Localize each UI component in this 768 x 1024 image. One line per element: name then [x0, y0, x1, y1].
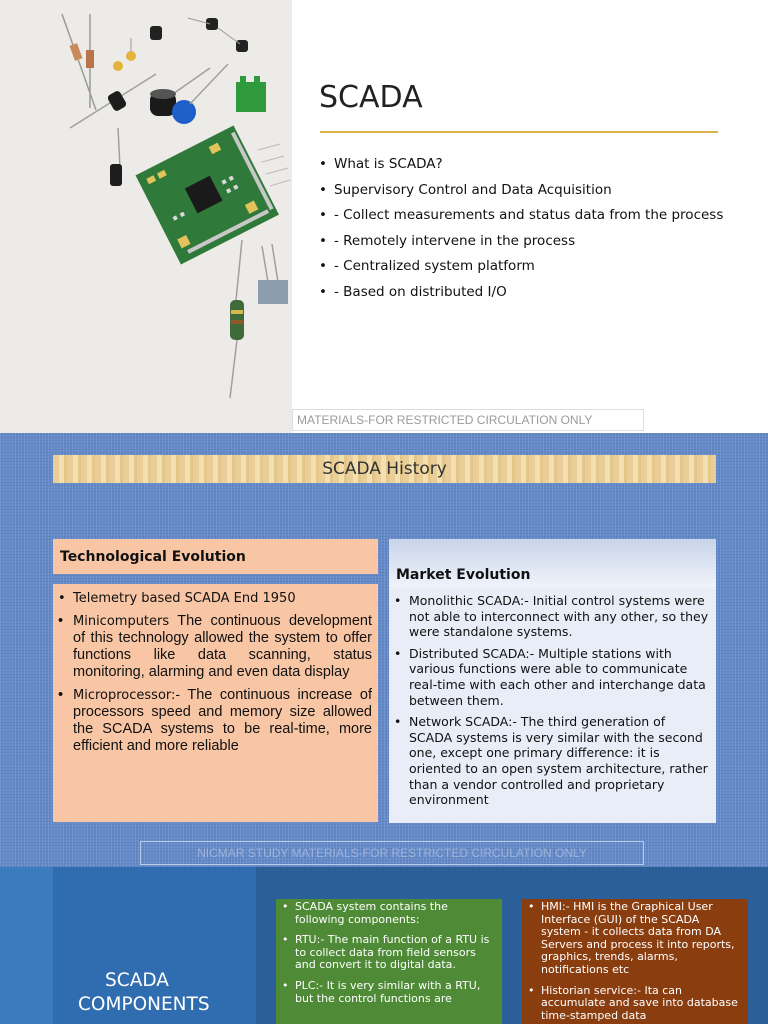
restricted-circulation-footer: MATERIALS-FOR RESTRICTED CIRCULATION ONLY	[292, 409, 644, 431]
technological-evolution-panel	[53, 584, 378, 822]
technological-evolution-header	[53, 539, 378, 574]
list-item: • Network SCADA:- The third generation of SCADA systems is very similar with the second one, except one primary difference: it is oriented to an open system architecture, rather than a vendor controlled and proprietary environment	[394, 714, 710, 808]
panel-heading: Technological Evolution	[60, 549, 246, 565]
slide-scada-history	[0, 433, 768, 867]
slide-scada-components	[0, 867, 768, 1024]
electronic-components-image	[0, 0, 292, 433]
slide-scada-intro	[0, 0, 768, 433]
list-item: • RTU:- The main function of a RTU is to collect data from field sensors and convert it to digital data.	[282, 934, 496, 972]
bullet-item: • Supervisory Control and Data Acquisition	[319, 181, 723, 207]
list-item: • PLC:- It is very similar with a RTU, but the control functions are	[282, 980, 496, 1005]
components-photo	[0, 0, 292, 433]
list-item	[58, 590, 372, 607]
list-item: • Monolithic SCADA:- Initial control systems were not able to interconnect with any other, so they were standalone systems.	[394, 593, 710, 640]
services-list	[528, 901, 742, 1024]
market-evolution-header	[389, 539, 716, 591]
item-lead: Minicomputers	[73, 614, 170, 629]
list-item: • SCADA system contains the following components:	[282, 901, 496, 926]
market-evolution-panel	[389, 587, 716, 823]
services-list-panel	[522, 899, 748, 1024]
item-lead: Microprocessor:-	[73, 688, 181, 703]
list-item: • HMI:- HMI is the Graphical User Interface (GUI) of the SCADA system - it collects data from DA Servers and process it into reports, graphics, trends, alarms, notifications etc	[528, 901, 742, 977]
bullet-item: • - Collect measurements and status data from the process	[319, 206, 723, 232]
bullet-item: • - Centralized system platform	[319, 257, 723, 283]
list-item	[58, 687, 372, 755]
technological-evolution-list	[58, 590, 372, 761]
list-item: • Distributed SCADA:- Multiple stations with various functions were able to communicate real-time with each other and interchange data between them.	[394, 646, 710, 708]
intro-bullet-list	[319, 155, 723, 308]
item-lead: Telemetry based SCADA End 1950	[73, 591, 296, 606]
slide-title: SCADA History	[53, 455, 716, 483]
item-text: The continuous increase of processors speed and memory size allowed the SCADA systems to be real-time, more efficient and more reliable	[73, 687, 372, 754]
title-underline	[320, 131, 718, 133]
list-item	[58, 613, 372, 681]
components-list	[282, 901, 496, 1013]
slide-title: SCADA	[319, 80, 423, 115]
list-item: • Historian service:- Ita can accumulate and save into database time-stamped data	[528, 985, 742, 1023]
decorative-strip	[0, 867, 53, 1024]
slide-title: SCADA COMPONENTS	[78, 970, 210, 1015]
panel-heading: Market Evolution	[396, 567, 531, 583]
bullet-item: • - Based on distributed I/O	[319, 283, 723, 309]
restricted-circulation-footer: NICMAR STUDY MATERIALS-FOR RESTRICTED CIRCULATION ONLY	[140, 841, 644, 865]
bullet-item: • What is SCADA?	[319, 155, 723, 181]
bullet-item: • - Remotely intervene in the process	[319, 232, 723, 258]
item-text: The continuous development of this technology allowed the system to offer functions like data scanning, status monitoring, alarming and even data display	[73, 613, 372, 680]
components-list-panel	[276, 899, 502, 1024]
market-evolution-list	[394, 593, 710, 814]
